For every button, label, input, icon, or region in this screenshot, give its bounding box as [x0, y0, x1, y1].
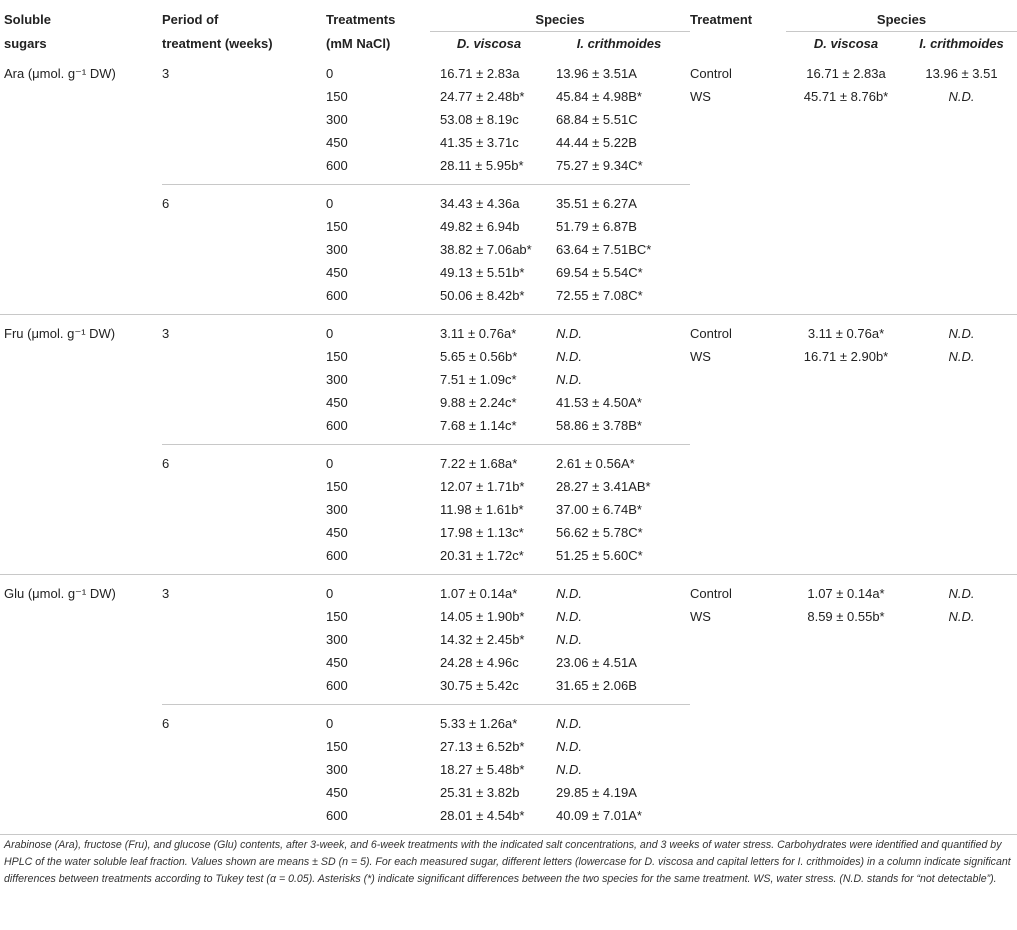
- cell-dv: 14.05 ± 1.90b*: [440, 609, 525, 624]
- cell-treatment-mm: 150: [326, 739, 348, 754]
- cell-dv-2: [786, 628, 906, 651]
- cell-sugar: [0, 605, 162, 628]
- cell-treatment-mm: 0: [326, 66, 334, 81]
- cell-sugar: [0, 674, 162, 705]
- table-row: [0, 475, 1017, 498]
- cell-ic-2: [906, 521, 1017, 544]
- cell-treatment-mm: 600: [326, 418, 348, 433]
- cell-ic-2: [906, 674, 1017, 705]
- cell-dv: 28.11 ± 5.95b*: [440, 158, 524, 173]
- cell-treatment: WS: [690, 89, 711, 104]
- cell-dv: 27.13 ± 6.52b*: [440, 739, 525, 754]
- table-row: [0, 261, 1017, 284]
- cell-dv: 5.33 ± 1.26a*: [430, 705, 548, 736]
- cell-dv: 9.88 ± 2.24c*: [440, 395, 517, 410]
- cell-dv: 18.27 ± 5.48b*: [440, 762, 525, 777]
- cell-sugar: [0, 108, 162, 131]
- cell-dv-2: [786, 651, 906, 674]
- cell-period: [162, 674, 326, 705]
- cell-dv-2: [786, 131, 906, 154]
- cell-period: [162, 131, 326, 154]
- cell-treatment: Control: [690, 315, 786, 346]
- cell-treatment: [690, 154, 786, 185]
- cell-ic: 44.44 ± 5.22B: [556, 135, 637, 150]
- header-dv: D. viscosa: [456, 36, 522, 51]
- cell-dv: 49.82 ± 6.94b: [440, 219, 520, 234]
- cell-treatment: [690, 781, 786, 804]
- cell-ic: 35.51 ± 6.27A: [548, 185, 690, 216]
- cell-period: 3: [162, 315, 326, 346]
- table-row: [0, 705, 1017, 736]
- cell-ic: 31.65 ± 2.06B: [556, 678, 637, 693]
- cell-dv-2: [786, 475, 906, 498]
- cell-period: [162, 498, 326, 521]
- header-row-2: [0, 32, 1017, 56]
- cell-treatment: [690, 368, 786, 391]
- cell-treatment-mm: 150: [326, 479, 348, 494]
- table-row: [0, 391, 1017, 414]
- cell-period: [162, 521, 326, 544]
- cell-ic: N.D.: [556, 762, 582, 777]
- cell-treatment: [690, 131, 786, 154]
- cell-treatment: WS: [690, 609, 711, 624]
- cell-treatment-mm: 150: [326, 219, 348, 234]
- cell-ic-2: 13.96 ± 3.51: [925, 66, 998, 81]
- cell-sugar: [0, 445, 162, 476]
- header-sugars: sugars: [4, 35, 47, 51]
- cell-dv-2: [786, 154, 906, 185]
- cell-dv: 41.35 ± 3.71c: [440, 135, 519, 150]
- cell-ic-2: [906, 131, 1017, 154]
- table-row: [0, 544, 1017, 575]
- cell-dv: 53.08 ± 8.19c: [440, 112, 519, 127]
- cell-ic: 13.96 ± 3.51A: [556, 66, 637, 81]
- cell-treatment-mm: 0: [326, 705, 430, 736]
- table-row: [0, 758, 1017, 781]
- cell-period: [162, 605, 326, 628]
- cell-treatment-mm: 600: [326, 288, 348, 303]
- cell-ic: 56.62 ± 5.78C*: [556, 525, 643, 540]
- cell-dv: 24.28 ± 4.96c: [440, 655, 519, 670]
- table-row: [0, 674, 1017, 705]
- cell-sugar: [0, 154, 162, 185]
- cell-ic: 28.27 ± 3.41AB*: [556, 479, 651, 494]
- cell-period: [162, 475, 326, 498]
- header-treatments: Treatments: [326, 12, 396, 27]
- cell-treatment: [690, 108, 786, 131]
- cell-treatment-mm: 300: [326, 762, 348, 777]
- cell-ic-2: [906, 154, 1017, 185]
- cell-dv: 49.13 ± 5.51b*: [440, 265, 525, 280]
- cell-treatment-mm: 450: [326, 655, 348, 670]
- cell-period: [162, 628, 326, 651]
- cell-sugar: [0, 215, 162, 238]
- cell-treatment: [690, 674, 786, 705]
- cell-treatment-mm: 600: [326, 158, 348, 173]
- cell-dv: 25.31 ± 3.82b: [440, 785, 520, 800]
- cell-treatment-mm: 600: [326, 678, 348, 693]
- cell-dv: 17.98 ± 1.13c*: [440, 525, 524, 540]
- cell-dv-2: [786, 674, 906, 705]
- cell-ic: 68.84 ± 5.51C: [556, 112, 638, 127]
- cell-dv-2: 16.71 ± 2.90b*: [803, 349, 889, 364]
- cell-sugar: [0, 628, 162, 651]
- cell-ic-2: [906, 758, 1017, 781]
- cell-treatment: [690, 498, 786, 521]
- cell-ic: 41.53 ± 4.50A*: [556, 395, 642, 410]
- header-ic: I. crithmoides: [576, 36, 662, 51]
- cell-ic-2: [906, 735, 1017, 758]
- cell-treatment-mm: 150: [326, 89, 348, 104]
- cell-sugar: [0, 758, 162, 781]
- cell-treatment-mm: 450: [326, 525, 348, 540]
- table-row: [0, 185, 1017, 216]
- table-row: [0, 85, 1017, 108]
- cell-dv: 1.07 ± 0.14a*: [430, 575, 548, 606]
- cell-treatment: [690, 261, 786, 284]
- cell-ic-2: [906, 544, 1017, 575]
- cell-ic-2: [906, 284, 1017, 315]
- table-row: [0, 238, 1017, 261]
- cell-treatment: [690, 758, 786, 781]
- cell-period: 6: [162, 185, 326, 216]
- cell-treatment-mm: 150: [326, 349, 348, 364]
- cell-period: [162, 345, 326, 368]
- cell-dv-2: [786, 215, 906, 238]
- cell-dv-2: [786, 284, 906, 315]
- cell-ic: N.D.: [556, 632, 582, 647]
- cell-ic: 29.85 ± 4.19A: [556, 785, 637, 800]
- cell-sugar: [0, 735, 162, 758]
- cell-ic: 45.84 ± 4.98B*: [556, 89, 642, 104]
- cell-ic: N.D.: [556, 609, 582, 624]
- header-row-1: [0, 0, 1017, 32]
- cell-dv-2: [786, 498, 906, 521]
- cell-dv-2: 3.11 ± 0.76a*: [786, 315, 906, 346]
- cell-sugar: Fru (μmol. g⁻¹ DW): [0, 315, 162, 346]
- cell-ic-2: N.D.: [906, 315, 1017, 346]
- table-row: [0, 781, 1017, 804]
- cell-dv-2: 45.71 ± 8.76b*: [803, 89, 889, 104]
- cell-treatment-mm: 450: [326, 785, 348, 800]
- cell-ic: N.D.: [556, 739, 582, 754]
- cell-dv-2: [786, 368, 906, 391]
- cell-dv-2: [786, 261, 906, 284]
- cell-treatment-mm: 0: [326, 185, 430, 216]
- cell-dv: 7.51 ± 1.09c*: [440, 372, 517, 387]
- table-row: [0, 498, 1017, 521]
- cell-dv-2: [786, 544, 906, 575]
- cell-sugar: [0, 475, 162, 498]
- cell-sugar: [0, 544, 162, 575]
- cell-period: [162, 544, 326, 575]
- table-row: [0, 445, 1017, 476]
- cell-ic-2: [906, 498, 1017, 521]
- cell-treatment: [690, 544, 786, 575]
- header-species-2: Species: [786, 0, 1017, 32]
- cell-treatment: [690, 445, 786, 476]
- cell-treatment: [690, 628, 786, 651]
- cell-ic: 51.79 ± 6.87B: [556, 219, 637, 234]
- table-row: [0, 414, 1017, 445]
- cell-period: [162, 154, 326, 185]
- cell-period: [162, 414, 326, 445]
- cell-period: [162, 368, 326, 391]
- cell-period: 3: [162, 66, 170, 81]
- cell-period: [162, 758, 326, 781]
- cell-ic-2: N.D.: [948, 609, 975, 624]
- table-row: [0, 345, 1017, 368]
- header-mm-nacl: (mM NaCl): [326, 35, 391, 51]
- cell-sugar: [0, 414, 162, 445]
- table-row: [0, 521, 1017, 544]
- cell-treatment: [690, 185, 786, 216]
- cell-treatment: [690, 475, 786, 498]
- table-body: [0, 55, 1017, 835]
- cell-ic: N.D.: [548, 315, 690, 346]
- cell-ic-2: [906, 781, 1017, 804]
- table-row: [0, 628, 1017, 651]
- table-row: [0, 605, 1017, 628]
- cell-ic: 51.25 ± 5.60C*: [556, 548, 643, 563]
- table-row: [0, 154, 1017, 185]
- cell-dv-2: [786, 238, 906, 261]
- cell-sugar: [0, 131, 162, 154]
- cell-ic: 2.61 ± 0.56A*: [548, 445, 690, 476]
- cell-ic-2: [906, 651, 1017, 674]
- cell-treatment-mm: 450: [326, 395, 348, 410]
- cell-dv: 5.65 ± 0.56b*: [440, 349, 518, 364]
- cell-treatment: [690, 651, 786, 674]
- table-row: [0, 131, 1017, 154]
- cell-treatment-mm: 0: [326, 315, 430, 346]
- table-row: [0, 215, 1017, 238]
- cell-treatment-mm: 0: [326, 575, 430, 606]
- cell-dv-2: [786, 391, 906, 414]
- cell-dv: 34.43 ± 4.36a: [430, 185, 548, 216]
- cell-treatment: Control: [690, 66, 732, 81]
- cell-period: [162, 651, 326, 674]
- cell-sugar: [0, 804, 162, 835]
- cell-treatment-mm: 300: [326, 112, 348, 127]
- cell-ic-2: [906, 414, 1017, 445]
- cell-ic: 23.06 ± 4.51A: [556, 655, 637, 670]
- cell-period: [162, 85, 326, 108]
- header-treatment: Treatment: [690, 12, 753, 27]
- cell-ic-2: [906, 215, 1017, 238]
- cell-ic-2: [906, 628, 1017, 651]
- cell-period: [162, 108, 326, 131]
- cell-period: [162, 735, 326, 758]
- cell-ic: 69.54 ± 5.54C*: [556, 265, 643, 280]
- cell-dv-2: [786, 445, 906, 476]
- cell-dv: 3.11 ± 0.76a*: [430, 315, 548, 346]
- cell-dv: 12.07 ± 1.71b*: [440, 479, 525, 494]
- cell-period: 3: [162, 575, 326, 606]
- cell-sugar: [0, 521, 162, 544]
- cell-sugar: [0, 261, 162, 284]
- cell-period: [162, 781, 326, 804]
- cell-treatment-mm: 300: [326, 242, 348, 257]
- table-footnote: Arabinose (Ara), fructose (Fru), and glucose (Glu) contents, after 3-week, and 6-week treatments with the indicated salt concentrations, and 3 weeks of water stress. Carbohydrates were identified and quantified by HPLC of the water soluble leaf fraction. Values shown are means ± SD (n = 5). For each measured sugar, different letters (lowercase for D. viscosa and capital letters for I. crithmoides) in a column indicate significant differences between treatments according to Tukey test (α = 0.05). Asterisks (*) indicate significant differences between the two species for the same treatment. WS, water stress. (N.D. stands for “not detectable”).: [4, 839, 1011, 885]
- table-row: [0, 804, 1017, 835]
- cell-ic: N.D.: [548, 705, 690, 736]
- cell-sugar: [0, 498, 162, 521]
- cell-period: 6: [162, 445, 326, 476]
- table-row: [0, 108, 1017, 131]
- cell-sugar: [0, 391, 162, 414]
- cell-dv-2: [786, 521, 906, 544]
- table-row: [0, 368, 1017, 391]
- cell-dv: 7.22 ± 1.68a*: [430, 445, 548, 476]
- cell-ic: N.D.: [556, 349, 582, 364]
- cell-ic-2: [906, 445, 1017, 476]
- cell-dv: 14.32 ± 2.45b*: [440, 632, 525, 647]
- cell-ic: 75.27 ± 9.34C*: [556, 158, 643, 173]
- cell-dv-2: 1.07 ± 0.14a*: [786, 575, 906, 606]
- cell-dv: 11.98 ± 1.61b*: [440, 502, 524, 517]
- cell-treatment-mm: 450: [326, 265, 348, 280]
- cell-treatment-mm: 450: [326, 135, 348, 150]
- cell-treatment: [690, 238, 786, 261]
- cell-treatment: [690, 414, 786, 445]
- cell-dv: 16.71 ± 2.83a: [440, 66, 520, 81]
- cell-dv-2: [786, 108, 906, 131]
- cell-ic: 37.00 ± 6.74B*: [556, 502, 642, 517]
- cell-dv-2: [786, 705, 906, 736]
- cell-ic-2: [906, 368, 1017, 391]
- table-row: [0, 284, 1017, 315]
- cell-ic-2: [906, 238, 1017, 261]
- cell-dv-2: [786, 414, 906, 445]
- cell-treatment: [690, 284, 786, 315]
- cell-ic-2: [906, 185, 1017, 216]
- cell-dv-2: [786, 758, 906, 781]
- cell-dv: 50.06 ± 8.42b*: [440, 288, 525, 303]
- cell-period: [162, 804, 326, 835]
- cell-sugar: [0, 781, 162, 804]
- cell-treatment-mm: 300: [326, 502, 348, 517]
- cell-treatment: [690, 391, 786, 414]
- cell-treatment-mm: 600: [326, 548, 348, 563]
- cell-treatment: [690, 215, 786, 238]
- cell-ic: 72.55 ± 7.08C*: [556, 288, 643, 303]
- table-row: [0, 575, 1017, 606]
- cell-dv: 24.77 ± 2.48b*: [440, 89, 525, 104]
- cell-treatment: Control: [690, 575, 786, 606]
- header-ic-2: I. crithmoides: [919, 36, 1004, 51]
- cell-sugar: [0, 705, 162, 736]
- cell-dv: 38.82 ± 7.06ab*: [440, 242, 532, 257]
- cell-treatment-mm: 300: [326, 632, 348, 647]
- table-row: [0, 651, 1017, 674]
- cell-ic: N.D.: [556, 372, 582, 387]
- cell-treatment: [690, 804, 786, 835]
- cell-sugar: [0, 345, 162, 368]
- header-period: Period of: [162, 12, 219, 27]
- cell-sugar: [0, 238, 162, 261]
- cell-ic-2: N.D.: [948, 349, 975, 364]
- cell-dv-2: [786, 804, 906, 835]
- cell-treatment: WS: [690, 349, 711, 364]
- cell-dv: 7.68 ± 1.14c*: [440, 418, 517, 433]
- cell-dv-2: [786, 185, 906, 216]
- cell-ic-2: [906, 705, 1017, 736]
- cell-period: [162, 238, 326, 261]
- cell-dv-2: [786, 781, 906, 804]
- cell-dv: 28.01 ± 4.54b*: [430, 804, 548, 835]
- cell-ic-2: N.D.: [948, 89, 975, 104]
- cell-ic-2: [906, 261, 1017, 284]
- cell-ic-2: [906, 475, 1017, 498]
- cell-sugar: [0, 85, 162, 108]
- header-period-weeks: treatment (weeks): [162, 35, 273, 51]
- cell-dv-2: 16.71 ± 2.83a: [806, 66, 886, 81]
- header-soluble: Soluble: [4, 12, 51, 27]
- table-row: [0, 735, 1017, 758]
- cell-treatment-mm: 300: [326, 372, 348, 387]
- cell-period: 6: [162, 705, 326, 736]
- cell-sugar: [0, 368, 162, 391]
- cell-dv-2: [786, 735, 906, 758]
- cell-sugar: [0, 284, 162, 315]
- header-species: Species: [430, 0, 690, 32]
- cell-period: [162, 391, 326, 414]
- cell-ic-2: [906, 391, 1017, 414]
- cell-ic: N.D.: [548, 575, 690, 606]
- cell-treatment-mm: 0: [326, 445, 430, 476]
- table-row: [0, 55, 1017, 85]
- cell-treatment: [690, 705, 786, 736]
- cell-ic-2: N.D.: [906, 575, 1017, 606]
- cell-ic: 58.86 ± 3.78B*: [556, 418, 642, 433]
- cell-sugar: Ara (μmol. g⁻¹ DW): [4, 66, 116, 81]
- cell-ic-2: [906, 108, 1017, 131]
- cell-period: [162, 284, 326, 315]
- cell-ic: 40.09 ± 7.01A*: [548, 804, 690, 835]
- cell-dv: 20.31 ± 1.72c*: [440, 548, 524, 563]
- cell-treatment: [690, 521, 786, 544]
- cell-dv: 30.75 ± 5.42c: [440, 678, 519, 693]
- cell-treatment-mm: 600: [326, 804, 430, 835]
- cell-sugar: Glu (μmol. g⁻¹ DW): [0, 575, 162, 606]
- cell-treatment-mm: 150: [326, 609, 348, 624]
- cell-ic-2: [906, 804, 1017, 835]
- cell-period: [162, 215, 326, 238]
- table-row: [0, 315, 1017, 346]
- cell-ic: 63.64 ± 7.51BC*: [556, 242, 652, 257]
- cell-treatment: [690, 735, 786, 758]
- cell-dv-2: 8.59 ± 0.55b*: [807, 609, 885, 624]
- cell-period: [162, 261, 326, 284]
- header-dv-2: D. viscosa: [813, 36, 879, 51]
- cell-sugar: [0, 185, 162, 216]
- cell-sugar: [0, 651, 162, 674]
